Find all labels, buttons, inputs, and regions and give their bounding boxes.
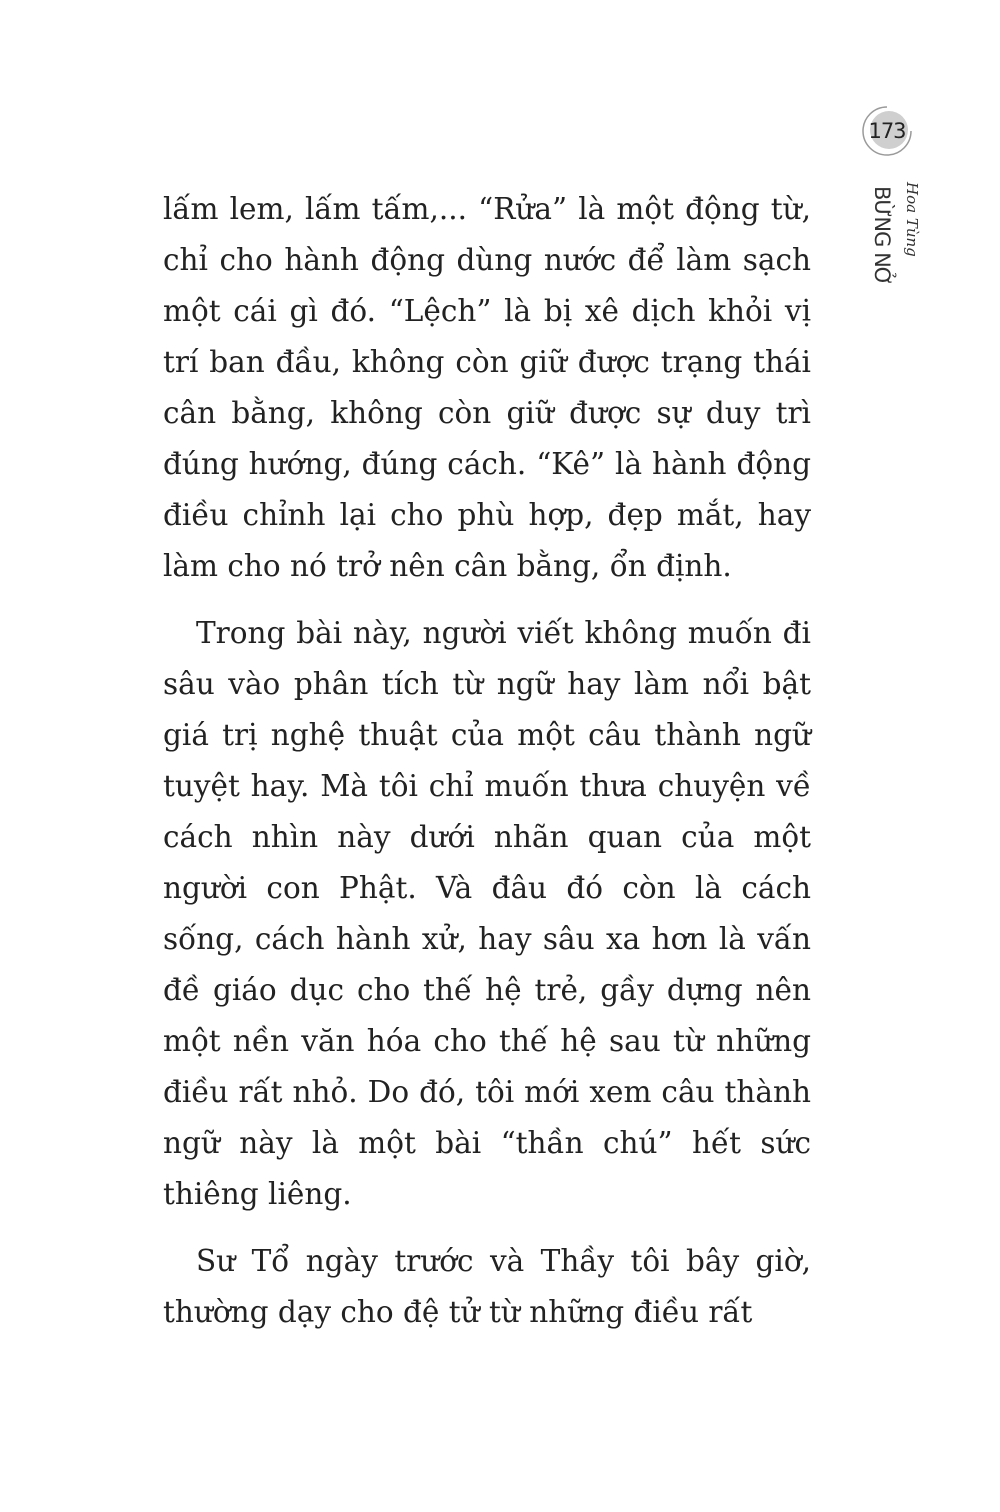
page-number: 173 bbox=[868, 119, 906, 143]
running-title bbox=[868, 180, 928, 295]
running-title-script: Hoa Tùng bbox=[903, 182, 921, 257]
running-title-caps: BỪNG NỞ bbox=[870, 186, 894, 285]
page-number-badge bbox=[862, 106, 912, 156]
paragraph-2: Trong bài này, người viết không muốn đi sâu vào phân tích từ ngữ hay làm nổi bật giá trị nghệ thuật của một câu thành ngữ tuyệt hay. Mà tôi chỉ muốn thưa chuyện về cách nhìn này dưới nhãn quan của một người con Phật. Và đâu đó còn là cách sống, cách hành xử, hay sâu xa hơn là vấn đề giáo dục cho thế hệ trẻ, gầy dựng nên một nền văn hóa cho thế hệ sau từ những điều rất nhỏ. Do đó, tôi mới xem câu thành ngữ này là một bài “thần chú” hết sức thiêng liêng. bbox=[163, 616, 811, 1211]
paragraph-1: lấm lem, lấm tấm,... “Rửa” là một động từ, chỉ cho hành động dùng nước để làm sạch một cái gì đó. “Lệch” là bị xê dịch khỏi vị trí ban đầu, không còn giữ được trạng thái cân bằng, không còn giữ được sự duy trì đúng hướng, đúng cách. “Kê” là hành động điều chỉnh lại cho phù hợp, đẹp mắt, hay làm cho nó trở nên cân bằng, ổn định. bbox=[163, 192, 811, 583]
paragraph-3: Sư Tổ ngày trước và Thầy tôi bây giờ, thường dạy cho đệ tử từ những điều rất bbox=[163, 1244, 811, 1329]
body-text bbox=[163, 184, 811, 1338]
